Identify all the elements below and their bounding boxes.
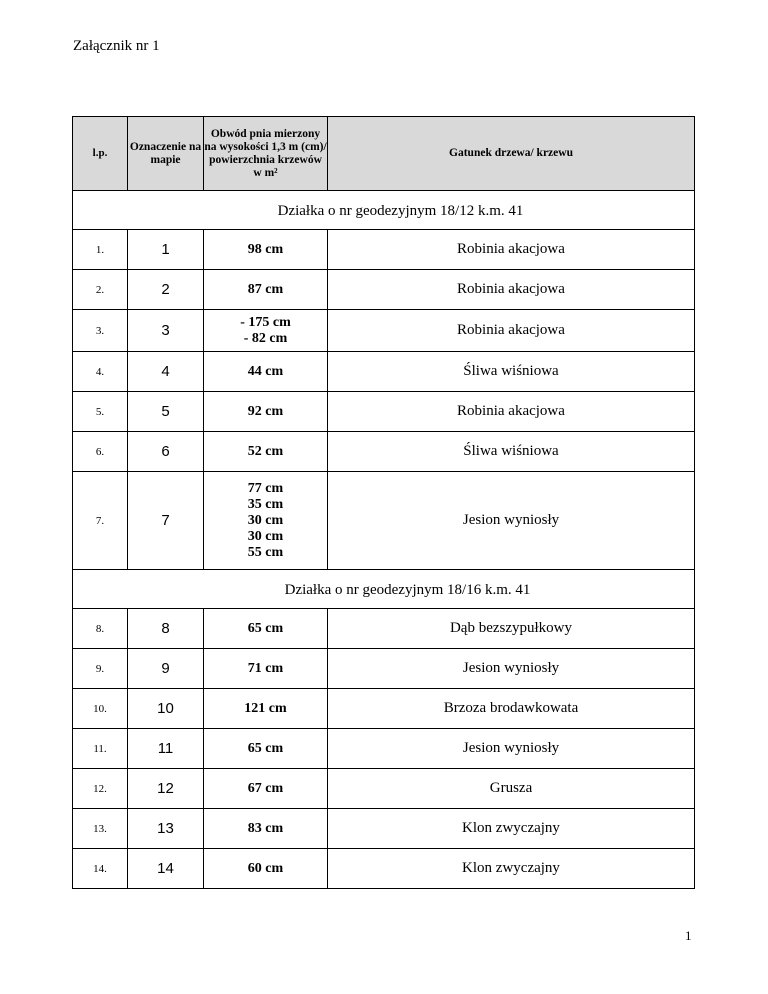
row-map-mark: 2 [128,270,204,310]
row-lp: 2. [73,270,128,310]
row-circumference [204,689,328,729]
column-header-circumference: Obwód pnia mierzony na wysokości 1,3 m (cm)/ powierzchnia krzewów w m² [204,117,328,191]
circumference-value: 55 cm [247,544,284,560]
circumference-value: 30 cm [247,512,284,528]
circumference-value: 77 cm [247,480,284,496]
row-circumference [204,472,328,570]
row-circumference [204,809,328,849]
row-species: Grusza [328,769,695,809]
row-species: Klon zwyczajny [328,809,695,849]
circumference-value: 87 cm [247,281,284,297]
row-map-mark: 11 [128,729,204,769]
column-header-map-mark: Oznaczenie na mapie [128,117,204,191]
row-lp: 13. [73,809,128,849]
table-row [73,270,695,310]
row-circumference [204,769,328,809]
row-species: Jesion wyniosły [328,472,695,570]
table-row [73,472,695,570]
row-circumference [204,270,328,310]
row-lp: 11. [73,729,128,769]
row-circumference [204,729,328,769]
row-lp: 10. [73,689,128,729]
row-circumference [204,849,328,889]
column-header-lp: l.p. [73,117,128,191]
circumference-value: 71 cm [247,660,284,676]
circumference-value: - 82 cm [243,330,288,346]
table-row [73,689,695,729]
row-species: Brzoza brodawkowata [328,689,695,729]
table-row [73,729,695,769]
row-map-mark: 10 [128,689,204,729]
page-number: 1 [685,928,692,943]
row-species: Jesion wyniosły [328,729,695,769]
row-lp: 1. [73,230,128,270]
row-lp: 6. [73,432,128,472]
table-body [73,191,695,889]
table-row [73,609,695,649]
row-species: Robinia akacjowa [328,392,695,432]
table-row [73,230,695,270]
row-lp: 9. [73,649,128,689]
row-map-mark: 6 [128,432,204,472]
table-row [73,352,695,392]
circumference-value: 65 cm [247,740,284,756]
row-lp: 5. [73,392,128,432]
table-header-row [73,117,695,191]
row-lp: 8. [73,609,128,649]
row-species: Klon zwyczajny [328,849,695,889]
section-title: Działka o nr geodezyjnym 18/16 k.m. 41 [284,581,531,598]
row-species: Robinia akacjowa [328,270,695,310]
circumference-value: 65 cm [247,620,284,636]
circumference-value: 44 cm [247,363,284,379]
section-row [73,191,695,230]
row-map-mark: 13 [128,809,204,849]
row-map-mark: 5 [128,392,204,432]
tree-inventory-table [72,116,695,889]
circumference-value: 52 cm [247,443,284,459]
row-map-mark: 12 [128,769,204,809]
row-circumference [204,392,328,432]
row-lp: 7. [73,472,128,570]
row-circumference [204,230,328,270]
circumference-value: 121 cm [244,700,287,716]
row-circumference [204,352,328,392]
row-circumference [204,432,328,472]
row-species: Śliwa wiśniowa [328,352,695,392]
section-row [73,570,695,609]
circumference-value: - 175 cm [240,314,291,330]
row-species: Robinia akacjowa [328,230,695,270]
row-lp: 14. [73,849,128,889]
row-map-mark: 7 [128,472,204,570]
page-header-title: Załącznik nr 1 [73,38,160,54]
row-lp: 12. [73,769,128,809]
row-species: Robinia akacjowa [328,310,695,352]
table-row [73,432,695,472]
circumference-value: 30 cm [247,528,284,544]
row-map-mark: 14 [128,849,204,889]
row-map-mark: 9 [128,649,204,689]
row-circumference [204,609,328,649]
row-species: Dąb bezszypułkowy [328,609,695,649]
table-row [73,769,695,809]
circumference-value: 98 cm [247,241,284,257]
table-row [73,310,695,352]
column-header-species: Gatunek drzewa/ krzewu [328,117,695,191]
section-title: Działka o nr geodezyjnym 18/12 k.m. 41 [277,202,524,219]
row-map-mark: 4 [128,352,204,392]
circumference-value: 67 cm [247,780,284,796]
table-row [73,849,695,889]
circumference-value: 92 cm [247,403,284,419]
circumference-value: 60 cm [247,860,284,876]
row-species: Jesion wyniosły [328,649,695,689]
row-map-mark: 8 [128,609,204,649]
circumference-value: 83 cm [247,820,284,836]
row-lp: 3. [73,310,128,352]
row-circumference [204,649,328,689]
row-circumference [204,310,328,352]
table-row [73,809,695,849]
row-lp: 4. [73,352,128,392]
circumference-value: 35 cm [247,496,284,512]
section-title-cell [73,570,695,609]
row-map-mark: 1 [128,230,204,270]
row-map-mark: 3 [128,310,204,352]
section-title-cell [73,191,695,230]
row-species: Śliwa wiśniowa [328,432,695,472]
table-row [73,392,695,432]
table-row [73,649,695,689]
